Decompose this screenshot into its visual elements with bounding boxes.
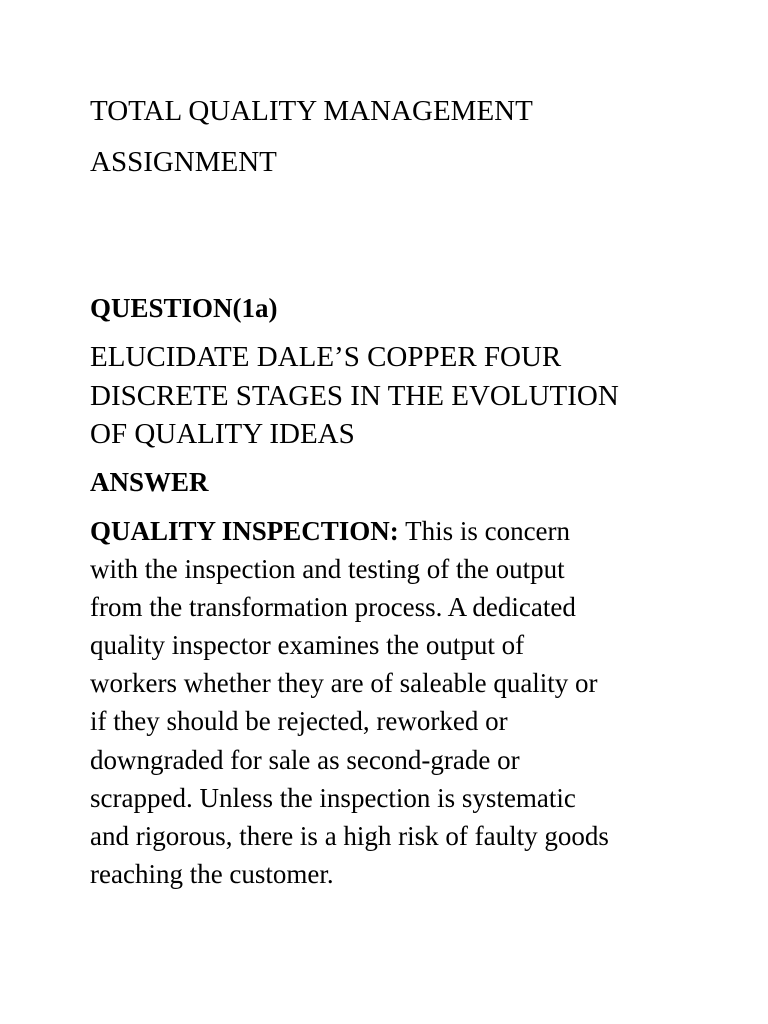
document-subtitle: ASSIGNMENT xyxy=(90,146,277,178)
document-title: TOTAL QUALITY MANAGEMENT xyxy=(90,95,533,127)
answer-line-text: This is concern xyxy=(398,516,571,546)
question-text xyxy=(90,338,690,454)
answer-line: if they should be rejected, reworked or xyxy=(90,706,508,737)
answer-paragraph xyxy=(90,512,690,893)
answer-line: from the transformation process. A dedicated xyxy=(90,592,576,623)
answer-term: QUALITY INSPECTION: xyxy=(90,516,399,546)
question-line: ELUCIDATE DALE’S COPPER FOUR xyxy=(90,341,562,373)
answer-line: quality inspector examines the output of xyxy=(90,630,525,661)
answer-line: reaching the customer. xyxy=(90,858,334,889)
question-heading: QUESTION(1a) xyxy=(90,293,278,323)
answer-heading: ANSWER xyxy=(90,467,209,497)
answer-line: downgraded for sale as second-grade or xyxy=(90,744,520,775)
answer-line: workers whether they are of saleable quality or xyxy=(90,668,598,699)
answer-line xyxy=(90,512,690,550)
question-line: OF QUALITY IDEAS xyxy=(90,418,355,450)
answer-line: scrapped. Unless the inspection is systematic xyxy=(90,782,576,813)
answer-line: with the inspection and testing of the output xyxy=(90,554,565,585)
question-line: DISCRETE STAGES IN THE EVOLUTION xyxy=(90,379,619,412)
answer-line: and rigorous, there is a high risk of faulty goods xyxy=(90,820,609,851)
